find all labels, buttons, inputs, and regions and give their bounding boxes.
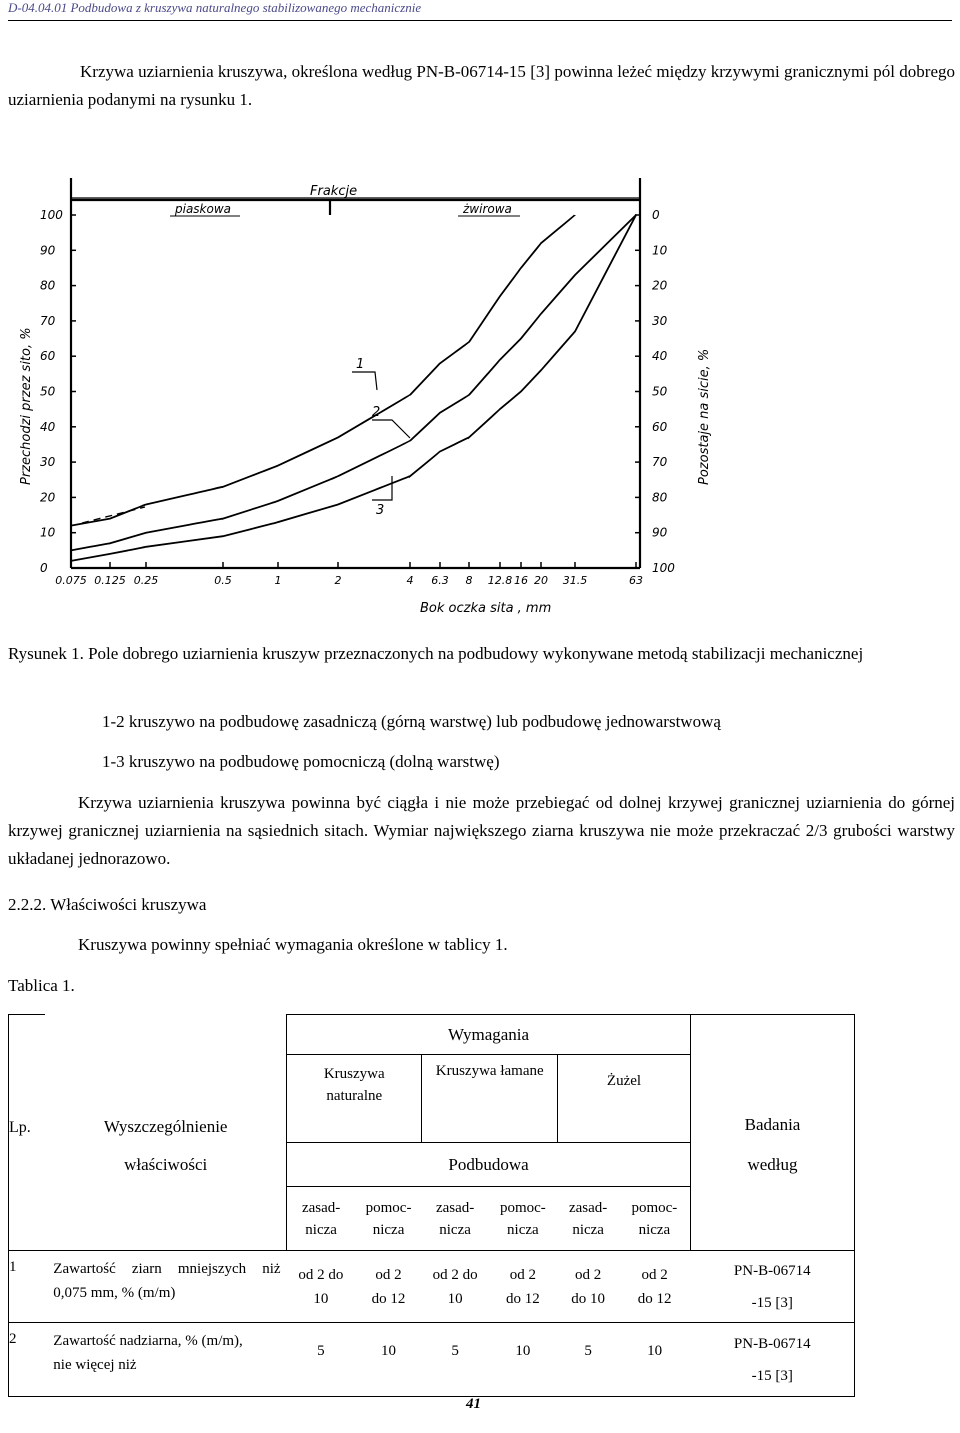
x-axis-label: Bok oczka sita , mm	[420, 601, 552, 616]
badania-header: Badania	[691, 1055, 855, 1143]
sub-zasadnicza-3: zasad- nicza	[568, 1199, 608, 1238]
y-left-tick: 70	[40, 313, 56, 328]
row-1-desc: Zawartość ziarn mniejszych niż 0,075 mm, % (m/m)	[45, 1251, 286, 1323]
sub-pomocnicza-3: pomoc- nicza	[619, 1187, 691, 1251]
caption-item-1-3: 1-3 kruszywo na podbudowę pomocniczą (dolną warstwę)	[102, 752, 500, 771]
y-right-tick: 50	[652, 384, 668, 399]
curve-1-label: 1	[356, 357, 365, 372]
y-left-tick: 10	[40, 525, 56, 540]
x-tick-label: 4	[406, 574, 414, 587]
header-rule	[8, 20, 952, 21]
row-1-val-2: od 2 do 12	[355, 1251, 422, 1323]
x-tick-label: 16	[514, 574, 528, 587]
x-tick-label: 31.5	[562, 574, 588, 587]
row-2-norm: PN-B-06714 -15 [3]	[691, 1323, 855, 1397]
y-left-tick: 30	[40, 455, 56, 470]
grading-curve-2	[71, 215, 636, 550]
group-zuzel: Żużel	[557, 1055, 690, 1143]
grading-curve-3	[71, 215, 636, 561]
row-2-val-3: 5	[422, 1323, 488, 1397]
row-1-lp: 1	[9, 1251, 46, 1323]
intro-paragraph: Krzywa uziarnienia kruszywa, określona według PN-B-06714-15 [3] powinna leżeć między krzywymi granicznymi pól dobrego uziarnienia podanymi na rysunku 1.	[8, 62, 955, 109]
x-tick-label: 0.075	[55, 574, 87, 587]
row-1-val-6: od 2 do 12	[619, 1251, 691, 1323]
x-tick-label: 20	[534, 574, 548, 587]
grading-paragraph: Krzywa uziarnienia kruszywa powinna być ciągła i nie może przebiegać od dolnej krzywej granicznej uziarnienia do górnej krzywej granicznej uziarnienia na sąsiednich sitach. Wymiar największego ziarna kruszywa nie może przekraczać 2/3 grubości warstwy układanej jednorazowo.	[8, 793, 955, 868]
group-kruszywa-naturalne: Kruszywa naturalne	[287, 1055, 422, 1143]
table-row	[9, 1251, 855, 1323]
row-1-val-4: od 2 do 12	[488, 1251, 557, 1323]
lp-header: Lp.	[9, 1055, 46, 1143]
row-2-lp: 2	[9, 1323, 46, 1397]
row-2-desc: Zawartość nadziarna, % (m/m), nie więcej niż	[45, 1323, 286, 1397]
section-heading: 2.2.2. Właściwości kruszywa	[8, 895, 207, 914]
sub-pomocnicza-1: pomoc- nicza	[365, 1199, 412, 1238]
y-left-tick: 80	[40, 278, 56, 293]
page-number: 41	[466, 1396, 481, 1412]
y-right-tick: 80	[652, 490, 668, 505]
y-right-tick: 30	[652, 313, 668, 328]
group-kruszywa-lamane: Kruszywa łamane	[422, 1055, 558, 1143]
badania-header-2: według	[691, 1143, 855, 1187]
y-right-tick: 10	[652, 243, 668, 258]
table-row	[9, 1323, 855, 1397]
x-tick-label: 2	[334, 574, 342, 587]
row-1-val-3: od 2 do 10	[422, 1251, 488, 1323]
podbudowa-header: Podbudowa	[287, 1143, 691, 1187]
y-right-tick: 40	[652, 349, 668, 364]
x-tick-label: 6.3	[431, 574, 449, 587]
sub-zasadnicza-2: zasad- nicza	[435, 1199, 475, 1238]
row-2-val-1: 5	[287, 1323, 356, 1397]
y-right-tick: 90	[652, 525, 668, 540]
y-left-tick: 90	[40, 243, 56, 258]
piaskowa-label: piaskowa	[175, 202, 232, 216]
section-text: Kruszywa powinny spełniać wymagania określone w tablicy 1.	[78, 935, 508, 954]
sub-zasadnicza-1: zasad- nicza	[287, 1187, 356, 1251]
curve-3-label: 3	[376, 503, 385, 518]
y-left-tick: 100	[40, 208, 63, 222]
row-1-norm: PN-B-06714 -15 [3]	[691, 1251, 855, 1323]
y-left-tick: 60	[40, 349, 56, 364]
y-right-tick: 20	[652, 278, 668, 293]
x-tick-label: 63	[629, 574, 643, 587]
zwirowa-label: żwirowa	[463, 202, 512, 216]
y-right-tick: 0	[652, 208, 660, 222]
grading-curve-1	[71, 215, 575, 526]
row-2-val-4: 10	[488, 1323, 557, 1397]
y-right-tick: 70	[652, 455, 668, 470]
curve-1-leader	[352, 372, 377, 390]
row-2-val-2: 10	[355, 1323, 422, 1397]
x-tick-label: 1	[274, 574, 282, 587]
x-tick-label: 12.8	[487, 574, 513, 587]
spec-header: Wyszczególnienie	[103, 1116, 228, 1136]
y-left-tick: 40	[40, 419, 56, 434]
running-header: D-04.04.01 Podbudowa z kruszywa naturalnego stabilizowanego mechanicznie	[8, 0, 422, 15]
caption-item-1-2: 1-2 kruszywo na podbudowę zasadniczą (górną warstwę) lub podbudowę jednowarstwową	[102, 712, 721, 731]
x-tick-label: 8	[465, 574, 473, 587]
table-title: Tablica 1.	[8, 976, 75, 995]
x-tick-label: 0.25	[133, 574, 159, 587]
curve-2-label: 2	[372, 405, 381, 420]
row-1-val-1: od 2 do 10	[287, 1251, 356, 1323]
y-left-tick: 0	[40, 561, 48, 575]
figure-caption: Rysunek 1. Pole dobrego uziarnienia kruszyw przeznaczonych na podbudowy wykonywane metodą stabilizacji mechanicznej	[8, 644, 864, 663]
row-2-val-5: 5	[557, 1323, 618, 1397]
x-tick-label: 0.5	[214, 574, 232, 587]
x-tick-label: 0.125	[94, 574, 126, 587]
wymagania-header: Wymagania	[287, 1015, 691, 1055]
row-1-val-5: od 2 do 10	[557, 1251, 618, 1323]
y-right-label: Pozostaje na sicie, %	[697, 348, 712, 485]
y-left-label: Przechodzi przez sito, %	[19, 327, 34, 485]
requirements-table	[8, 1014, 855, 1397]
y-right-tick: 60	[652, 419, 668, 434]
curve-2-leader	[372, 420, 410, 438]
y-right-tick: 100	[652, 561, 675, 575]
spec-header-2: właściwości	[124, 1154, 208, 1174]
grading-chart	[0, 170, 960, 800]
y-left-tick: 20	[40, 490, 56, 505]
row-2-val-6: 10	[619, 1323, 691, 1397]
frakcje-label: Frakcje	[310, 184, 358, 199]
y-left-tick: 50	[40, 384, 56, 399]
sub-pomocnicza-2: pomoc- nicza	[499, 1199, 546, 1238]
